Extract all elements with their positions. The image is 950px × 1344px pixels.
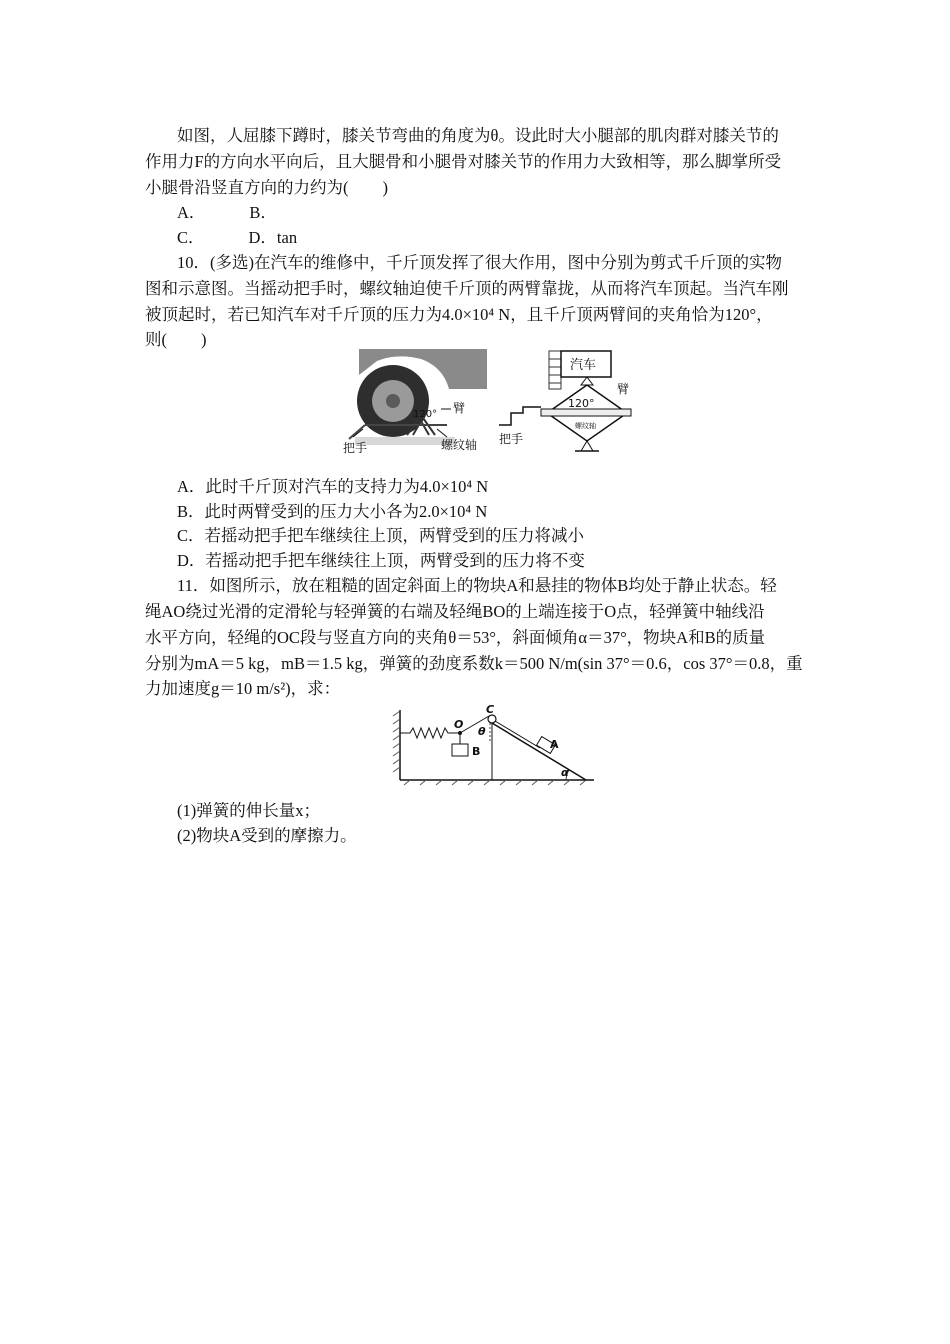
q9-options-cd <box>177 226 297 250</box>
q10-paren-close: ) <box>201 330 207 349</box>
photo-screw-label: 螺纹轴 <box>441 438 478 452</box>
label-b: B <box>472 745 481 758</box>
q11-line-3: 水平方向，轻绳的OC段与竖直方向的夹角θ＝53°，斜面倾角α＝37°，物块A和B的质量 <box>145 628 766 647</box>
schematic-handle-label: 把手 <box>499 432 524 446</box>
photo-angle-label: 120° <box>413 409 438 420</box>
q9-line-1: 如图，人屈膝下蹲时，膝关节弯曲的角度为θ。设此时大小腿部的肌肉群对膝关节的 <box>177 126 779 145</box>
q9-stem-end: 小腿骨沿竖直方向的力约为( <box>145 178 349 197</box>
schematic-screw-label: 螺纹轴 <box>575 422 596 430</box>
pulley <box>488 715 496 723</box>
q10-line-3: 被顶起时，若已知汽车对千斤顶的压力为4.0×10⁴ N，且千斤顶两臂间的夹角恰为120°， <box>145 305 773 324</box>
label-o: O <box>454 718 464 731</box>
jack-schematic-figure <box>497 347 642 457</box>
screw-axis-bar <box>541 409 631 416</box>
q10-line-1: 10．(多选)在汽车的维修中，千斤顶发挥了很大作用，图中分别为剪式千斤顶的实物 <box>177 253 782 272</box>
q11-line-4: 分别为mA＝5 kg，mB＝1.5 kg，弹簧的劲度系数k＝500 N/m(sin 37°＝0.6，cos 37°＝0.8，重 <box>145 654 803 673</box>
q11-line-2: 绳AO绕过光滑的定滑轮与轻弹簧的右端及轻绳BO的上端连接于O点，轻弹簧中轴线沿 <box>145 602 765 621</box>
q10-line-2: 图和示意图。当摇动把手时，螺纹轴迫使千斤顶的两臂靠拢，从而将汽车顶起。当汽车刚 <box>145 279 789 298</box>
q9-option-d: D．tan <box>248 228 298 247</box>
block-b <box>452 744 468 756</box>
schematic-angle-label: 120° <box>568 397 595 410</box>
label-theta: θ <box>478 725 486 738</box>
q9-options-ab <box>177 201 277 225</box>
jack-photo-figure <box>337 349 487 459</box>
q9-line-3 <box>145 176 388 200</box>
label-alpha: α <box>561 766 569 779</box>
q9-paren-close: ) <box>382 178 388 197</box>
q11-sub-2: (2)物块A受到的摩擦力。 <box>177 826 357 845</box>
label-c: C <box>486 703 495 716</box>
q10-line-4 <box>145 328 207 352</box>
schematic-arm-label: 臂 <box>617 382 630 396</box>
schematic-car-label: 汽车 <box>570 358 597 373</box>
q9-option-b: B． <box>249 203 277 222</box>
q11-line-1: 11．如图所示，放在粗糙的固定斜面上的物块A和悬挂的物体B均处于静止状态。轻 <box>177 576 777 595</box>
q10-option-d: D．若摇动把手把车继续往上顶，两臂受到的压力将不变 <box>177 551 585 570</box>
q11-line-5: 力加速度g＝10 m/s²)，求： <box>145 679 341 698</box>
q10-option-b: B．此时两臂受到的压力大小各为2.0×10⁴ N <box>177 502 488 521</box>
q9-option-c: C． <box>177 228 205 247</box>
label-a: A <box>550 738 559 751</box>
q10-stem-end: 则( <box>145 330 167 349</box>
q10-option-a: A．此时千斤顶对汽车的支持力为4.0×10⁴ N <box>177 477 489 496</box>
photo-handle-label: 把手 <box>343 441 368 455</box>
q10-option-c: C．若摇动把手把车继续往上顶，两臂受到的压力将减小 <box>177 526 585 545</box>
q11-sub-1: (1)弹簧的伸长量x； <box>177 801 320 820</box>
photo-arm-label: 臂 <box>453 401 466 415</box>
incline-figure <box>390 702 600 786</box>
q9-option-a: A． <box>177 203 206 222</box>
q9-line-2: 作用力F的方向水平向后，且大腿骨和小腿骨对膝关节的作用力大致相等，那么脚掌所受 <box>145 152 782 171</box>
